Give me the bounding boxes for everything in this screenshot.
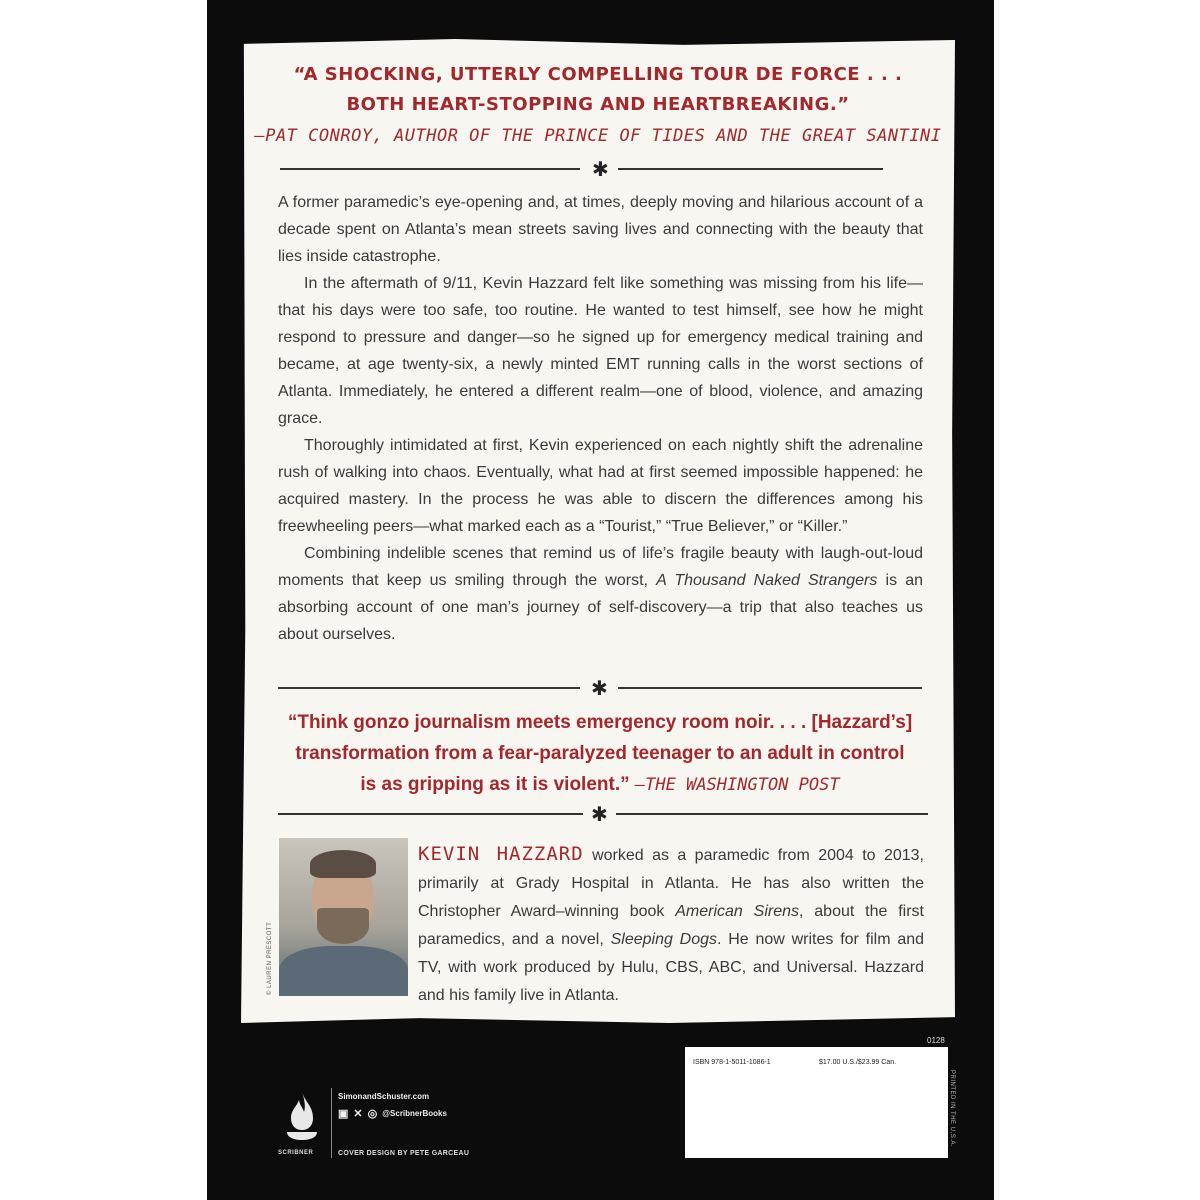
description-paragraph-1: A former paramedic’s eye-opening and, at times, deeply moving and hilarious account of a decade spent on Atlanta’s mean streets saving lives and connecting with the beauty that lies inside catastrophe.: [278, 194, 923, 265]
photo-credit: © LAUREN PRESCOTT: [267, 921, 273, 995]
author-bio: KEVIN HAZZARD worked as a paramedic from 2004 to 2013, primarily at Grady Hospital in Atlanta. He has also written the Christopher Award–winning book American Sirens, about the first paramedics, and a novel, Sleeping Dogs. He now writes for film and TV, with work produced by Hulu, CBS, ABC, and Universal. Hazzard and his family live in Atlanta.: [418, 843, 925, 1004]
cover-design-credit: COVER DESIGN BY PETE GARCEAU: [338, 1150, 470, 1157]
facebook-icon: ▣: [338, 1108, 349, 1120]
book-title-prince-of-tides: THE PRINCE OF TIDES: [501, 126, 706, 146]
star-ornament-icon: ✱: [591, 802, 608, 826]
description-paragraph-2: In the aftermath of 9/11, Kevin Hazzard felt like something was missing from his life—that his days were too safe, too routine. He wanted to test himself, see how he might respond to pressure and danger—so he signed up for emergency medical training and became, at age twenty-six, a newly minted EMT running calls in the worst sections of Atlanta. Immediately, he entered a different realm—one of blood, violence, and amazing grace.: [278, 275, 923, 427]
book-title-sleeping-dogs: Sleeping Dogs: [610, 931, 718, 948]
quote-2-line-3: is as gripping as it is violent.” —THE WASHINGTON POST: [360, 774, 840, 795]
quote-1-line-1: “A SHOCKING, UTTERLY COMPELLING TOUR DE FORCE . . .: [293, 64, 903, 85]
star-ornament-icon: ✱: [591, 676, 608, 700]
divider-1: [278, 157, 923, 181]
quote-1-line-2: BOTH HEART-STOPPING AND HEARTBREAKING.”: [346, 94, 850, 115]
book-title-american-sirens: American Sirens: [675, 903, 799, 920]
social-links: [338, 1107, 447, 1120]
description-paragraph-4: Combining indelible scenes that remind us of life’s fragile beauty with laugh-out-loud moments that keep us smiling through the worst, A Thousand Naked Strangers is an absorbing account of one man’s journey of self-discovery—a trip that also teaches us about ourselves.: [278, 545, 923, 643]
vertical-rule: [331, 1088, 332, 1158]
author-photo: [279, 838, 408, 996]
book-title-great-santini: THE GREAT SANTINI: [759, 126, 942, 146]
isbn-text: ISBN 978-1-5011-1086-1: [693, 1059, 771, 1066]
book-title: A Thousand Naked Strangers: [656, 572, 878, 589]
x-icon: ✕: [353, 1108, 363, 1120]
quote-1-attribution: —PAT CONROY, AUTHOR OF THE PRINCE OF TIDES AND THE GREAT SANTINI: [254, 126, 942, 146]
price-text: $17.00 U.S./$23.99 Can.: [819, 1059, 897, 1066]
instagram-icon: ◎: [367, 1108, 378, 1120]
book-description: [278, 189, 923, 648]
divider-2: [278, 676, 923, 700]
quote-2-line-1: “Think gonzo journalism meets emergency room noir. . . . [Hazzard’s]: [287, 712, 913, 733]
divider-3: [278, 802, 928, 826]
barcode-box: [685, 1047, 948, 1158]
description-paragraph-3: Thoroughly intimidated at first, Kevin experienced on each nightly shift the adrenaline rush of walking into chaos. Eventually, what had at first seemed impossible happened: he acquired mastery. In the process he was able to discern the differences among his freewheeling peers—what marked each as a “Tourist,” “True Believer,” or “Killer.”: [278, 437, 923, 535]
printed-in-usa: PRINTED IN THE U.S.A.: [949, 1070, 955, 1148]
quote-2-line-2: transformation from a fear-paralyzed teenager to an adult in control: [295, 743, 905, 764]
star-ornament-icon: ✱: [592, 157, 609, 181]
publisher-website: SimonandSchuster.com: [338, 1092, 430, 1101]
publisher-logo-label: SCRIBNER: [278, 1150, 314, 1156]
social-handle: @ScribnerBooks: [382, 1109, 447, 1118]
category-code: 0128: [927, 1036, 945, 1045]
quote-2-source: —THE WASHINGTON POST: [634, 775, 840, 795]
scribner-flame-logo-icon: [283, 1090, 321, 1142]
author-name: KEVIN HAZZARD: [418, 843, 584, 865]
